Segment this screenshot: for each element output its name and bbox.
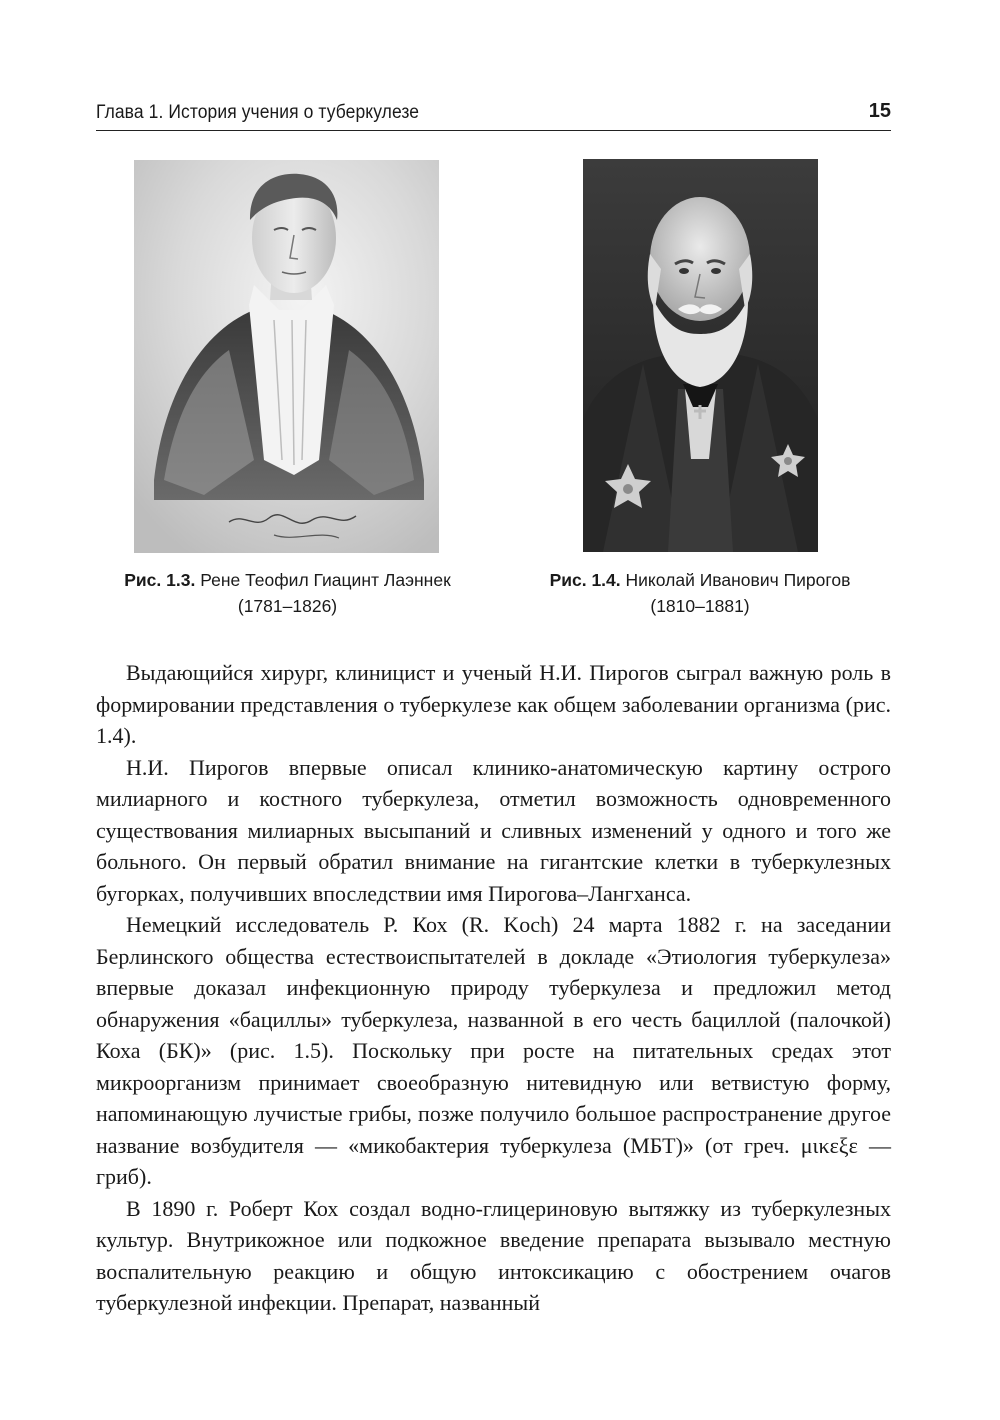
figure-label: Рис. 1.4. [549,570,621,590]
figure-person-name: Николай Иванович Пирогов [625,570,851,590]
chapter-title: Глава 1. История учения о туберкулезе [96,102,420,123]
paragraph: В 1890 г. Роберт Кох создал водно-глицериновую вытяжку из туберкулезных культур. Внутрикожное или подкожное введение препарата вызывало местную воспалительную реакцию и общую интоксикацию с обострением очагов туберкулезной инфекции. Препарат, названный [96,1195,891,1315]
running-header [96,100,891,130]
paragraph: Выдающийся хирург, клиницист и ученый Н.И. Пирогов сыграл важную роль в формировании представления о туберкулезе как общем заболевании организма (рис. 1.4). [96,660,891,748]
figure-label: Рис. 1.3. [124,570,196,590]
header-rule [96,130,891,131]
figure-person-name: Рене Теофил Гиацинт Лаэннек [200,570,451,590]
figure-caption-1-4 [525,567,875,619]
laennec-portrait [134,160,439,553]
paragraph: Немецкий исследователь Р. Кох (R. Koch) 24 марта 1882 г. на заседании Берлинского общества естествоиспытателей в докладе «Этиология туберкулеза» впервые доказал инфекционную природу туберкулеза и предложил метод обнаружения «бациллы» туберкулеза, названной в его честь бациллой (палочкой) Коха (БК)» (рис. 1.5). Поскольку при росте на питательных средах этот микроорганизм принимает своеобразную нитевидную или ветвистую форму, напоминающую лучистые грибы, позже получило большое распространение другое название возбудителя — «микобактерия туберкулеза (МБТ)» (от греч. μικεξε — гриб). [96,912,891,1189]
main-text [96,657,891,1319]
page-number: 15 [868,100,891,122]
paragraph: Н.И. Пирогов впервые описал клинико-анатомическую картину острого милиарного и костного туберкулеза, отметил возможность одновременного существования милиарных высыпаний и сливных изменений у одного и того же больного. Он первый обратил внимание на гигантские клетки в туберкулезных бугорках, получивших впоследствии имя Пирогова–Лангханса. [96,754,891,906]
pirogov-portrait [583,159,818,552]
figure-dates: (1810–1881) [650,596,750,616]
figure-caption-1-3 [110,567,465,619]
figure-dates: (1781–1826) [237,596,338,616]
